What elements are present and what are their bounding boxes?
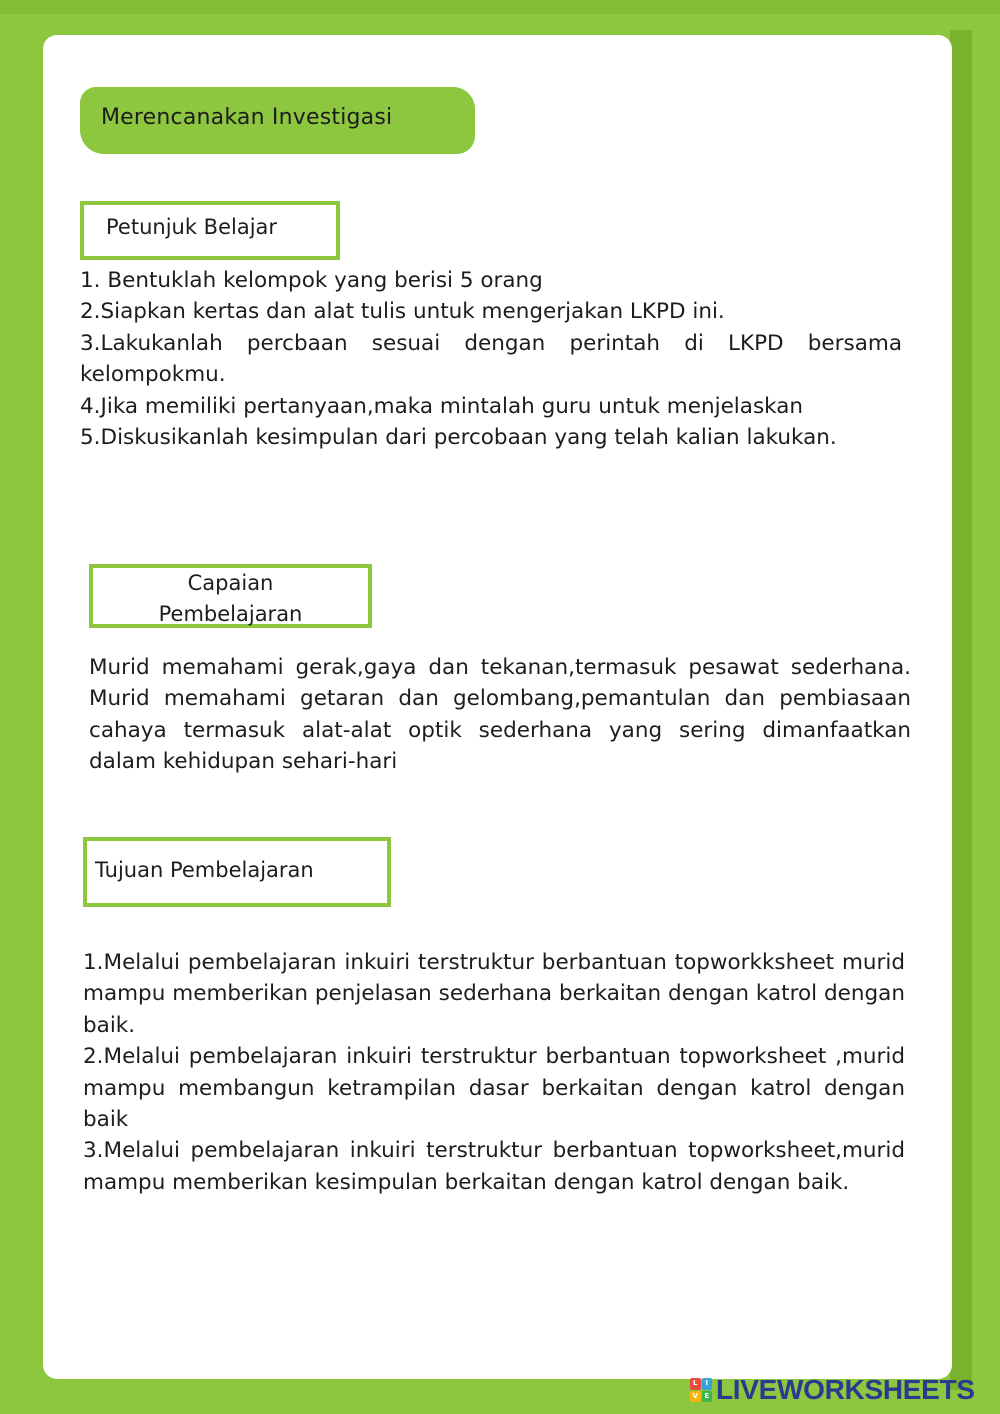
list-item: 1.Melalui pembelajaran inkuiri terstruktur berbantuan topworkksheet murid mampu memberikan penjelasan sederhana berkaitan dengan katrol dengan baik. bbox=[83, 950, 905, 1038]
list-item: 2.Melalui pembelajaran inkuiri terstruktur berbantuan topworksheet ,murid mampu membangun ketrampilan dasar berkaitan dengan katrol dengan baik bbox=[83, 1044, 905, 1133]
section-heading-petunjuk: Petunjuk Belajar bbox=[80, 201, 340, 260]
paragraph: Murid memahami gerak,gaya dan tekanan,termasuk pesawat sederhana. Murid memahami getaran dan gelombang,pemantulan dan pembiasaan cahaya termasuk alat-alat optik sederhana yang sering dimanfaatkan dalam kehidupan sehari-hari bbox=[89, 655, 911, 775]
list-item: 1. Bentuklah kelompok yang berisi 5 orang bbox=[80, 268, 543, 293]
list-item: 5.Diskusikanlah kesimpulan dari percobaan yang telah kalian lakukan. bbox=[80, 425, 837, 451]
list-item: 2.Siapkan kertas dan alat tulis untuk mengerjakan LKPD ini. bbox=[80, 299, 725, 325]
section-heading-tujuan: Tujuan Pembelajaran bbox=[83, 837, 391, 907]
list-item: 3.Lakukanlah percbaan sesuai dengan perintah di LKPD bersama kelompokmu. bbox=[80, 330, 902, 388]
frame-top-band bbox=[0, 0, 1000, 14]
heading-line: Pembelajaran bbox=[158, 602, 303, 626]
tujuan-list bbox=[83, 947, 905, 1198]
list-item: 4.Jika memiliki pertanyaan,maka mintalah guru untuk menjelaskan bbox=[80, 393, 804, 419]
capaian-text bbox=[89, 652, 911, 778]
card-edge-shadow bbox=[950, 30, 972, 1390]
page-title: Merencanakan Investigasi bbox=[101, 105, 393, 130]
liveworksheets-watermark bbox=[690, 1374, 975, 1406]
list-item: 3.Melalui pembelajaran inkuiri terstruktur berbantuan topworksheet,murid mampu memberikan kesimpulan berkaitan dengan katrol dengan baik. bbox=[83, 1138, 905, 1195]
heading-line: Capaian bbox=[187, 571, 274, 595]
liveworksheets-logo-icon: L I V E bbox=[690, 1378, 712, 1402]
watermark-text: LIVEWORKSHEETS bbox=[716, 1374, 975, 1405]
section-heading-capaian bbox=[89, 564, 372, 628]
petunjuk-list bbox=[80, 265, 902, 453]
